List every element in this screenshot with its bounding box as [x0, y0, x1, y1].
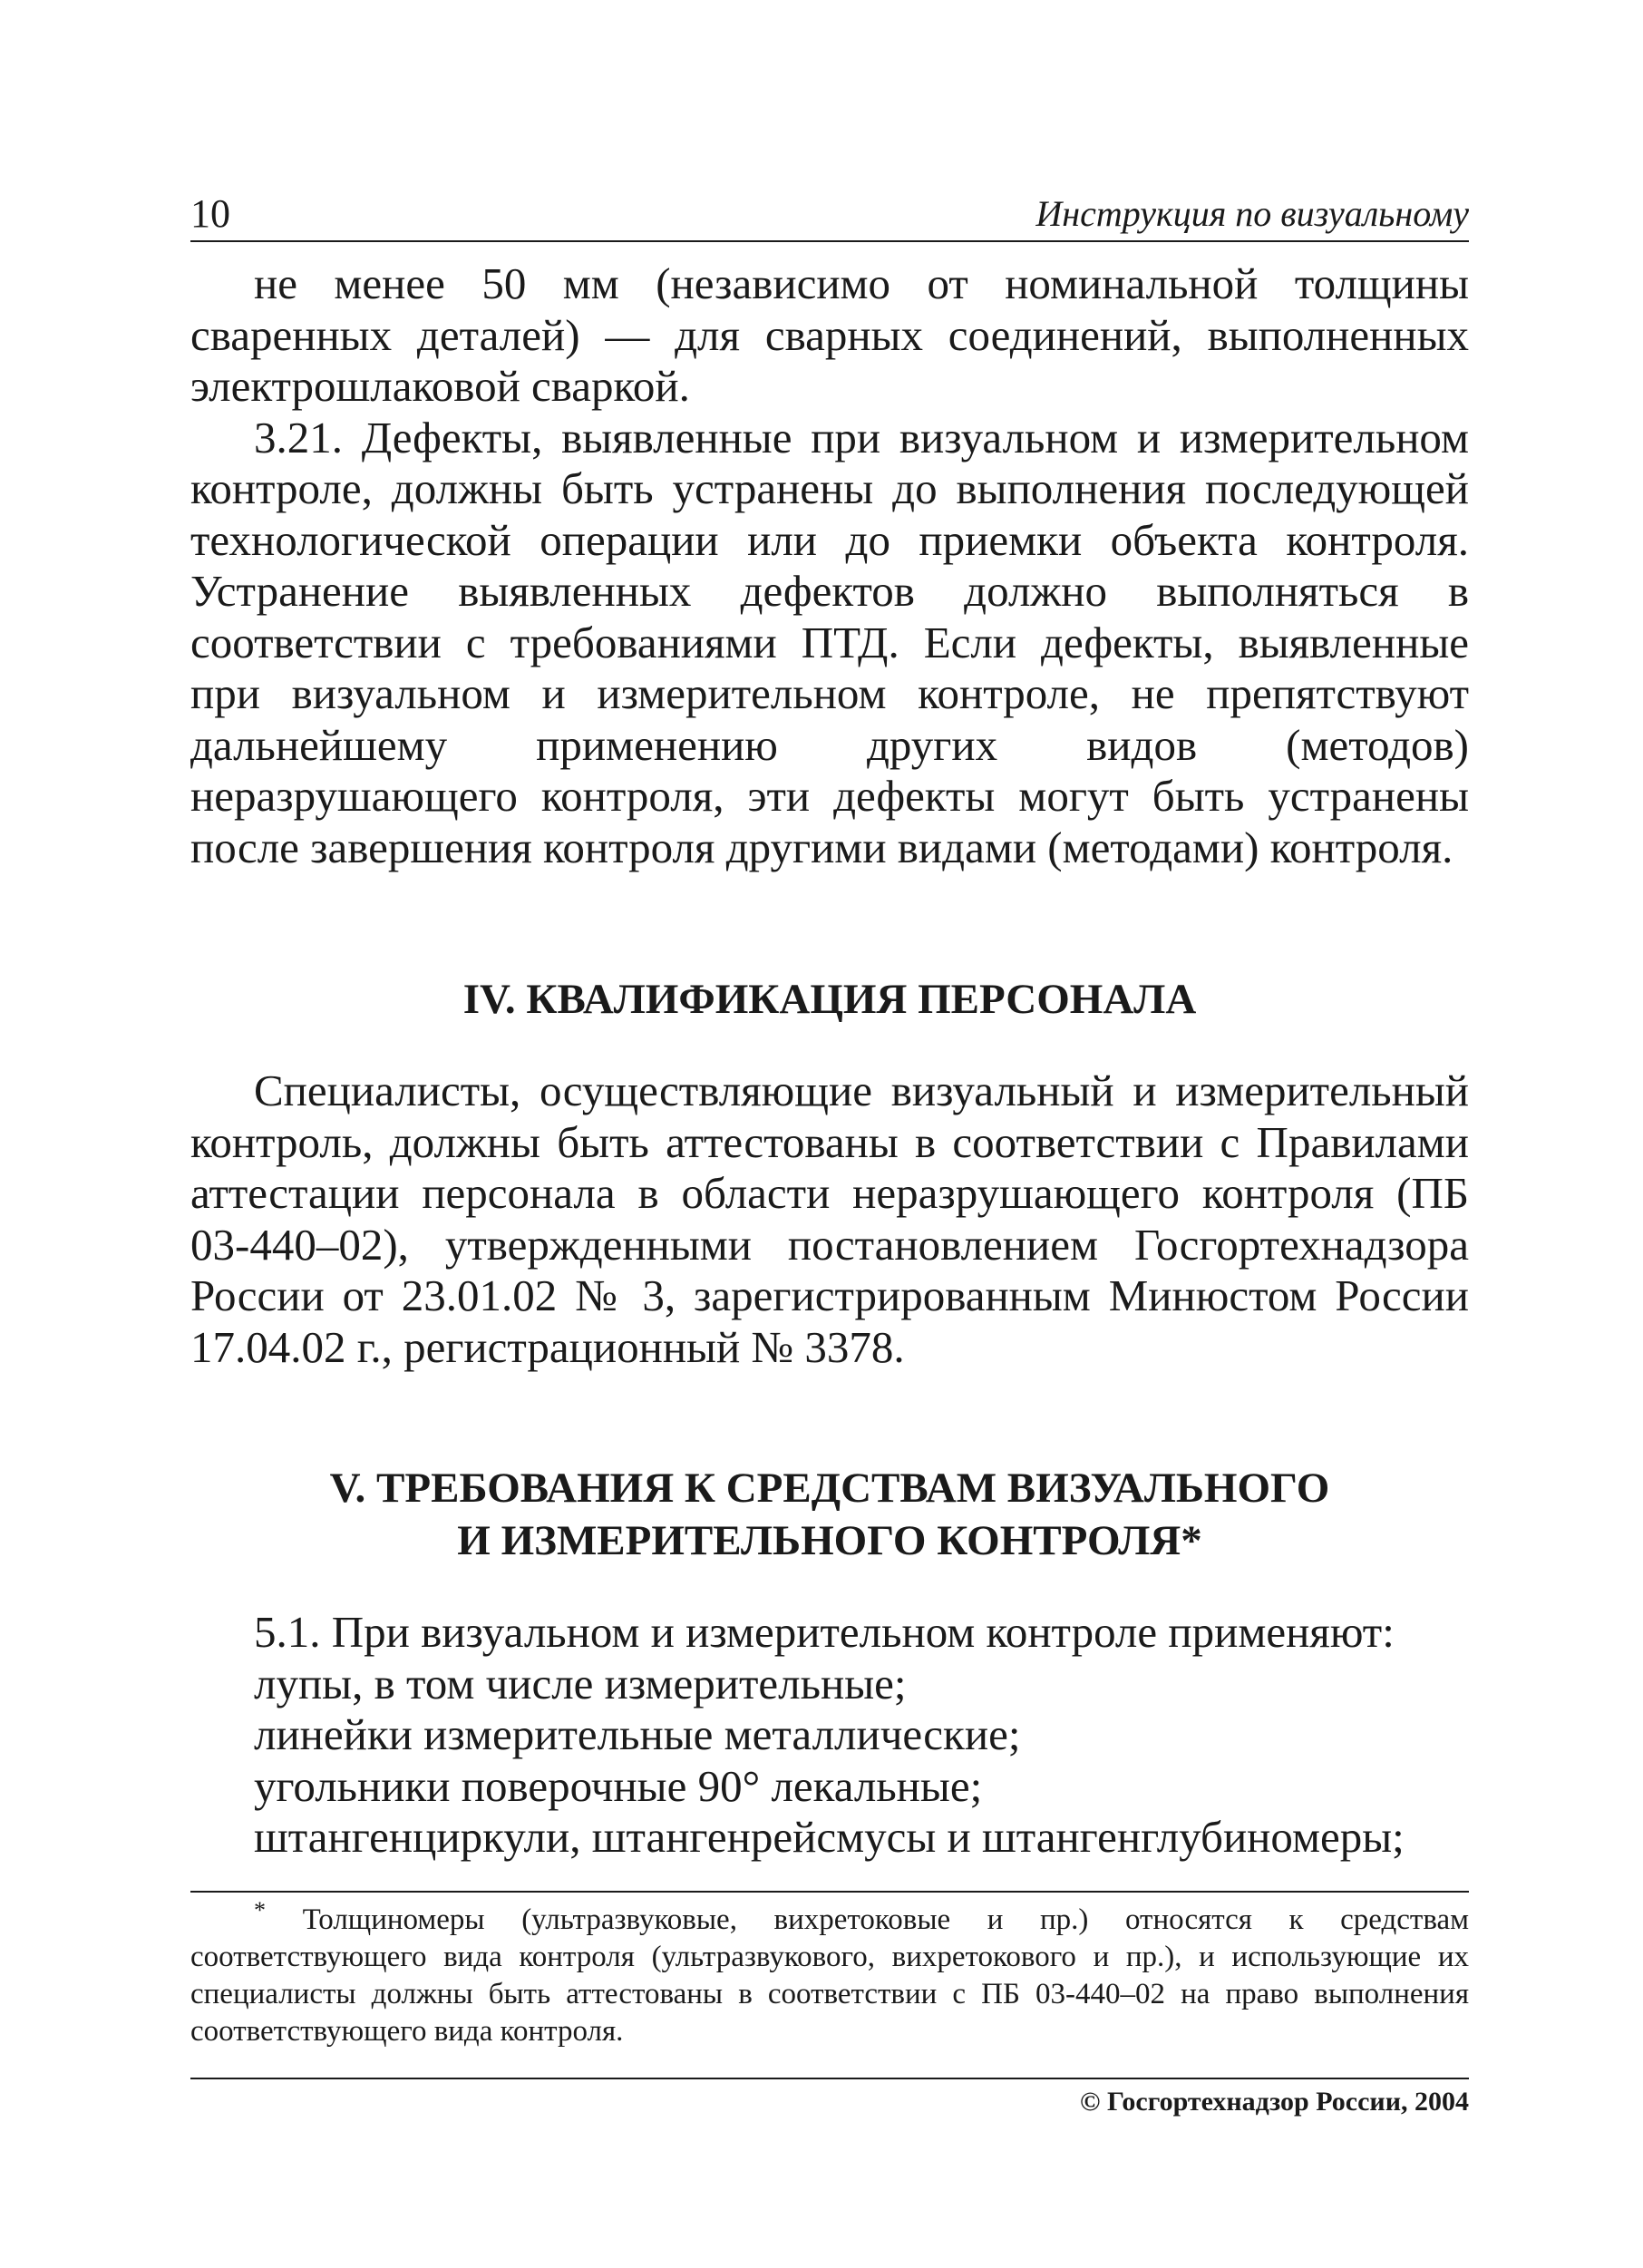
footer-rule	[190, 2078, 1469, 2079]
footnote	[190, 1896, 1470, 2050]
section-5-heading-line1: V. ТРЕБОВАНИЯ К СРЕДСТВАМ ВИЗУАЛЬНОГО	[329, 1465, 1330, 1512]
page-number: 10	[190, 191, 230, 236]
section-4-paragraph: Специалисты, осуществляющие визуальный и измерительный контроль, должны быть аттестованы в соответствии с Правилами аттестации персонала в области неразрушающего контроля (ПБ 03-440–02), утвержденными постановлением Госгортехнадзора России от 23.01.02 № 3, зарегистрированным Минюстом России 17.04.02 г., регистрационный № 3378.	[190, 1066, 1469, 1372]
section-5-heading	[190, 1462, 1469, 1567]
list-item: 5.1. При визуальном и измерительном контроле применяют:	[254, 1607, 1395, 1657]
footnote-mark: *	[254, 1896, 266, 1923]
list-item: линейки измерительные металлические;	[254, 1709, 1021, 1759]
section-4-heading: IV. КВАЛИФИКАЦИЯ ПЕРСОНАЛА	[462, 976, 1197, 1023]
document-page	[190, 186, 1469, 2117]
running-title: Инструкция по визуальному	[1035, 193, 1469, 234]
running-header	[190, 186, 1469, 242]
paragraph-continuation: не менее 50 мм (независимо от номинальной толщины сваренных деталей) — для сварных соединений, выполненных электрошлаковой сваркой.	[190, 258, 1469, 411]
copyright: © Госгортехнадзор России, 2004	[1080, 2086, 1469, 2117]
paragraph-3-21: 3.21. Дефекты, выявленные при визуальном и измерительном контроле, должны быть устранены до выполнения последующей технологической операции или до приемки объекта контроля. Устранение выявленных дефектов должно выполняться в соответствии с требованиями ПТД. Если дефекты, выявленные при визуальном и измерительном контроле, не препятствуют дальнейшему применению других видов (методов) неразрушающего контроля, эти дефекты могут быть устранены после завершения контроля другими видами (методами) контроля.	[190, 412, 1469, 872]
list-item: штангенциркули, штангенрейсмусы и штангенглубиномеры;	[254, 1812, 1405, 1862]
footnote-text: Толщиномеры (ультразвуковые, вихретоковые и пр.) относятся к средствам соответствующего вида контроля (ультразвукового, вихретокового и пр.), и использующие их специалисты должны быть аттестованы в соответствии с ПБ 03-440–02 на право выполнения соответствующего вида контроля.	[190, 1903, 1470, 2048]
list-item: лупы, в том числе измерительные;	[254, 1658, 907, 1708]
section-5-heading-line2: И ИЗМЕРИТЕЛЬНОГО КОНТРОЛЯ*	[457, 1517, 1202, 1564]
instrument-list	[190, 1607, 1469, 1864]
footnote-separator	[190, 1891, 1469, 1893]
list-item: угольники поверочные 90° лекальные;	[254, 1760, 983, 1811]
